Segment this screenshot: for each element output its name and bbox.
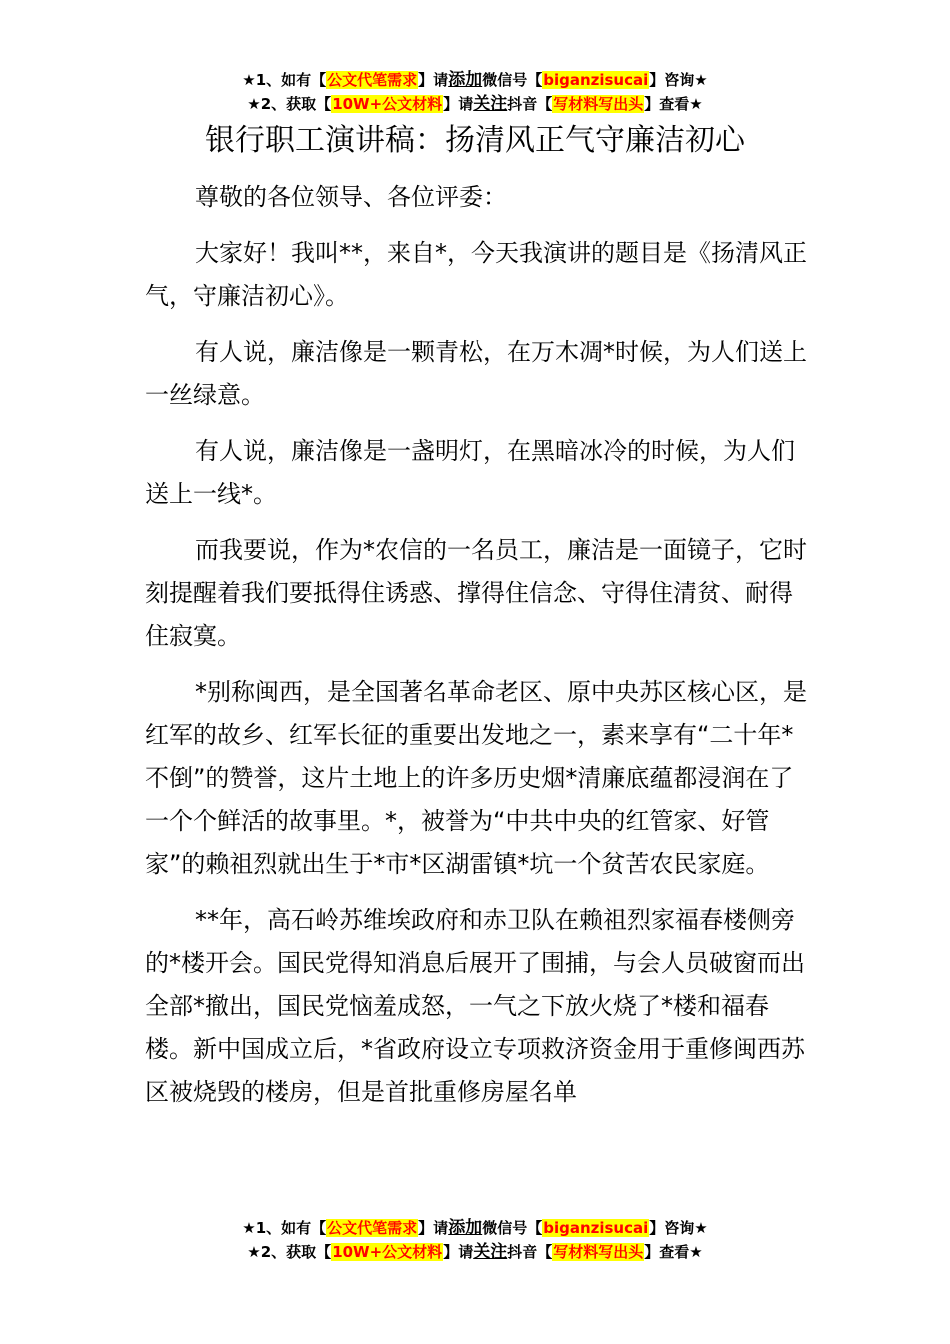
notice-text: 抖音【 <box>507 1243 553 1261</box>
notice-text: 微信号【 <box>482 71 543 89</box>
notice-text: 】请 <box>443 95 474 113</box>
notice-line-2 <box>0 1240 950 1264</box>
footer-notice <box>0 1216 950 1264</box>
paragraph: 有人说，廉洁像是一颗青松，在万木凋*时候，为人们送上一丝绿意。 <box>145 338 807 409</box>
notice-emphasis: 关注 <box>473 1242 508 1262</box>
notice-text: 】咨询★ <box>649 1219 708 1237</box>
paragraph: **年，高石岭苏维埃政府和赤卫队在赖祖烈家福春楼侧旁的*楼开会。国民党得知消息后展开了围捕，与会人员破窗而出全部*撤出，国民党恼羞成怒，一气之下放火烧了*楼和福春楼。新中国成立后，*省政府设立专项救济资金用于重修闽西苏区被烧毁的楼房，但是首批重修房屋名单 <box>145 906 805 1106</box>
highlight-materials: 10W+公文材料 <box>332 95 443 113</box>
paragraph: *别称闽西，是全国著名革命老区、原中央苏区核心区，是红军的故乡、红军长征的重要出发地之一，素来享有“二十年*不倒”的赞誉，这片土地上的许多历史烟*清廉底蕴都浸润在了一个个鲜活的故事里。*，被誉为“中共中央的红管家、好管家”的赖祖烈就出生于*市*区湖雷镇*坑一个贫苦农民家庭。 <box>145 678 807 878</box>
highlight-douyin: 写材料写出头 <box>553 95 644 113</box>
notice-emphasis: 添加 <box>448 1218 483 1238</box>
notice-text: 】请 <box>443 1243 474 1261</box>
paragraph: 而我要说，作为*农信的一名员工，廉洁是一面镜子，它时刻提醒着我们要抵得住诱惑、撑得住信念、守得住清贫、耐得住寂寞。 <box>145 536 807 650</box>
notice-text: 抖音【 <box>507 95 553 113</box>
document-body <box>145 176 810 1127</box>
notice-text: 】查看★ <box>644 1243 703 1261</box>
paragraph-salutation: 尊敬的各位领导、各位评委： <box>195 183 507 211</box>
notice-emphasis: 添加 <box>448 70 483 90</box>
notice-text: ★2、获取【 <box>247 95 332 113</box>
notice-text: 】请 <box>418 71 449 89</box>
paragraph: 有人说，廉洁像是一盏明灯，在黑暗冰冷的时候，为人们送上一线*。 <box>145 437 795 508</box>
notice-text: 】请 <box>418 1219 449 1237</box>
notice-text: ★1、如有【 <box>242 71 327 89</box>
highlight-service: 公文代笔需求 <box>327 71 418 89</box>
notice-text: 】查看★ <box>644 95 703 113</box>
paragraph: 大家好！我叫**，来自*，今天我演讲的题目是《扬清风正气，守廉洁初心》。 <box>145 239 807 310</box>
notice-text: 微信号【 <box>482 1219 543 1237</box>
highlight-wechat-id: biganzisucai <box>543 1219 649 1237</box>
notice-text: 】咨询★ <box>649 71 708 89</box>
header-notice <box>0 68 950 116</box>
highlight-wechat-id: biganzisucai <box>543 71 649 89</box>
notice-text: ★2、获取【 <box>247 1243 332 1261</box>
notice-line-2 <box>0 92 950 116</box>
notice-line-1 <box>0 1216 950 1240</box>
notice-text: ★1、如有【 <box>242 1219 327 1237</box>
highlight-douyin: 写材料写出头 <box>553 1243 644 1261</box>
document-title: 银行职工演讲稿：扬清风正气守廉洁初心 <box>205 123 745 158</box>
highlight-materials: 10W+公文材料 <box>332 1243 443 1261</box>
notice-line-1 <box>0 68 950 92</box>
highlight-service: 公文代笔需求 <box>327 1219 418 1237</box>
notice-emphasis: 关注 <box>473 94 508 114</box>
